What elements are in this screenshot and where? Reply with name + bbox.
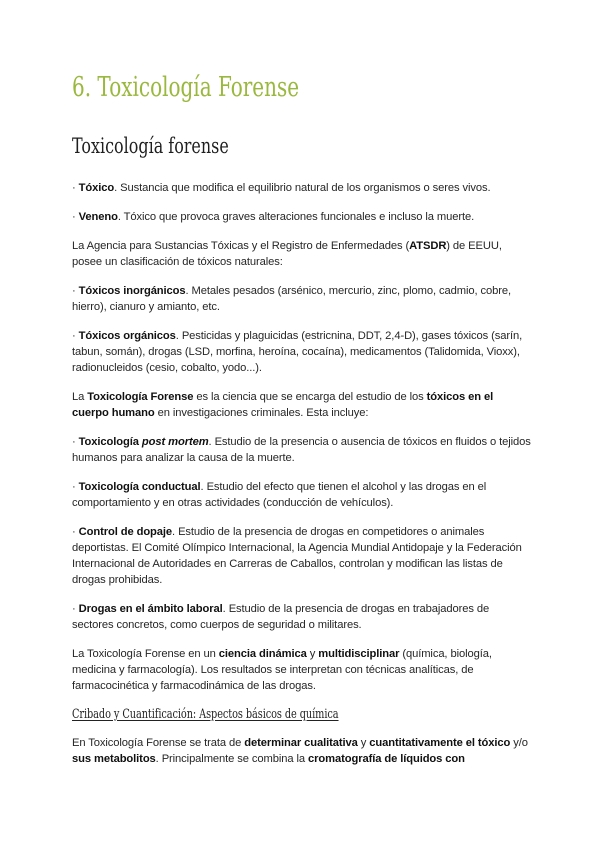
item-post-mortem: · Toxicología post mortem. Estudio de la presencia o ausencia de tóxicos en fluidos o tejidos humanos para analizar la causa de la muerte. <box>72 436 531 464</box>
section-title: Toxicología forense <box>72 134 229 158</box>
page-title: 6. Toxicología Forense <box>72 72 300 103</box>
definition-toxico: · Tóxico. Sustancia que modifica el equilibrio natural de los organismos o seres vivos. <box>72 182 491 194</box>
paragraph-cribado: En Toxicología Forense se trata de determinar cualitativa y cuantitativamente el tóxico y/o sus metabolitos. Principalmente se combina la cromatografía de líquidos con <box>72 737 528 765</box>
paragraph-multidisciplinar: La Toxicología Forense en un ciencia dinámica y multidisciplinar (química, biología, medicina y farmacología). Los resultados se interpretan con técnicas analíticas, de farmacocinética y farmacodinámica de las drogas. <box>72 648 492 692</box>
paragraph-definition: La Toxicología Forense es la ciencia que se encarga del estudio de los tóxicos en el cuerpo humano en investigaciones criminales. Esta incluye: <box>72 391 494 419</box>
item-organicos: · Tóxicos orgánicos. Pesticidas y plaguicidas (estricnina, DDT, 2,4-D), gases tóxicos (sarín, tabun, somán), drogas (LSD, morfina, heroína, cocaína), medicamentos (Talidomida, Vioxx), radionucleidos (cesio, cobalto, yodo...). <box>72 330 523 374</box>
item-inorganicos: · Tóxicos inorgánicos. Metales pesados (arsénico, mercurio, zinc, plomo, cadmio, cobre, hierro), cianuro y amianto, etc. <box>72 285 511 313</box>
item-laboral: · Drogas en el ámbito laboral. Estudio de la presencia de drogas en trabajadores de sectores concretos, como cuerpos de seguridad o militares. <box>72 603 490 631</box>
item-dopaje: · Control de dopaje. Estudio de la presencia de drogas en competidores o animales deportistas. El Comité Olímpico Internacional, la Agencia Mundial Antidopaje y la Federación Internacional de Autoridades en Carreras de Caballos, controlan y modifican las listas de drogas prohibidas. <box>72 526 522 586</box>
item-conductual: · Toxicología conductual. Estudio del efecto que tienen el alcohol y las drogas en el comportamiento y en otras actividades (conducción de vehículos). <box>72 481 487 509</box>
definition-veneno: · Veneno. Tóxico que provoca graves alteraciones funcionales e incluso la muerte. <box>72 211 475 223</box>
document-body <box>72 180 532 780</box>
subsection-heading: Cribado y Cuantificación: Aspectos básicos de química <box>72 707 339 722</box>
paragraph-atsdr: La Agencia para Sustancias Tóxicas y el Registro de Enfermedades (ATSDR) de EEUU, posee un clasificación de tóxicos naturales: <box>72 240 502 268</box>
